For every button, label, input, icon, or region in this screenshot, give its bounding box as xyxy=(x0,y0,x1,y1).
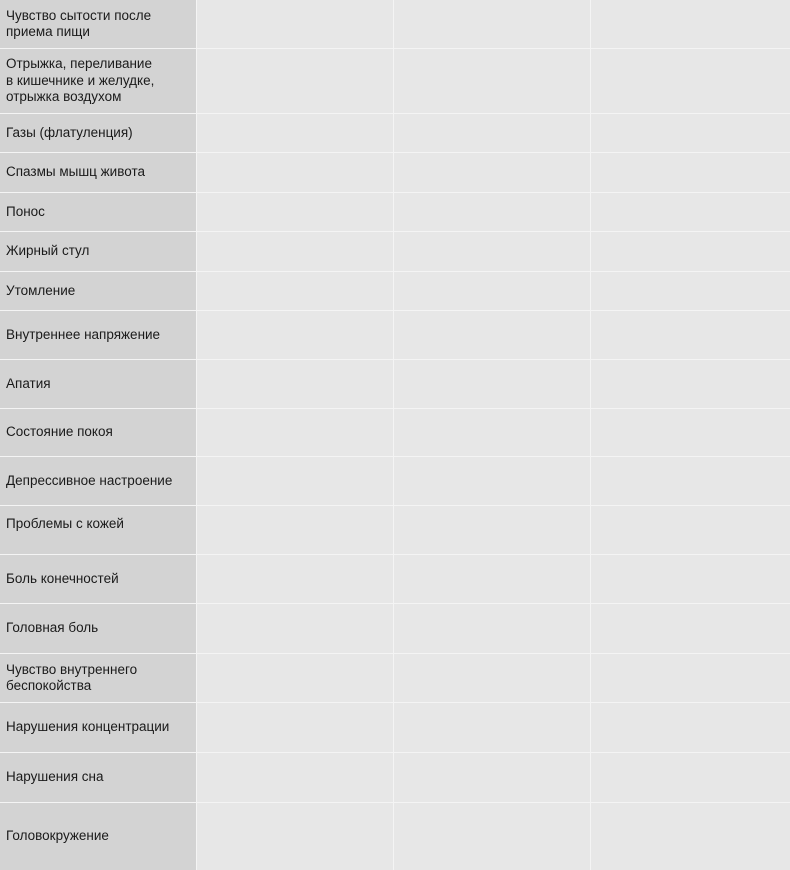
entry-cell[interactable] xyxy=(394,654,591,702)
symptom-label: Нарушения сна xyxy=(6,769,104,785)
entry-cell[interactable] xyxy=(394,49,591,113)
entry-cell[interactable] xyxy=(394,114,591,152)
entry-cell[interactable] xyxy=(394,506,591,554)
entry-cell[interactable] xyxy=(591,506,790,554)
entry-cell[interactable] xyxy=(197,193,394,231)
symptom-label-cell xyxy=(0,193,197,231)
entry-cell[interactable] xyxy=(591,360,790,408)
entry-cell[interactable] xyxy=(197,232,394,271)
symptom-label-cell xyxy=(0,803,197,870)
symptom-label: Внутреннее напряжение xyxy=(6,326,161,342)
symptom-label: Нарушения концентрации xyxy=(6,719,170,735)
entry-cell[interactable] xyxy=(394,409,591,456)
entry-cell[interactable] xyxy=(394,803,591,870)
entry-cell[interactable] xyxy=(394,555,591,603)
symptom-label-cell xyxy=(0,0,197,48)
entry-cell[interactable] xyxy=(197,0,394,48)
entry-cell[interactable] xyxy=(394,604,591,653)
table-row xyxy=(0,654,790,703)
entry-cell[interactable] xyxy=(591,803,790,870)
table-row xyxy=(0,360,790,409)
table-row xyxy=(0,311,790,360)
symptom-label: Отрыжка, переливание в кишечнике и желудке, отрыжка воздухом xyxy=(6,56,155,105)
entry-cell[interactable] xyxy=(591,232,790,271)
symptom-label-cell xyxy=(0,703,197,752)
entry-cell[interactable] xyxy=(197,604,394,653)
symptom-label: Понос xyxy=(6,203,45,219)
entry-cell[interactable] xyxy=(197,703,394,752)
entry-cell[interactable] xyxy=(197,753,394,802)
entry-cell[interactable] xyxy=(197,654,394,702)
table-row xyxy=(0,506,790,555)
symptom-label-cell xyxy=(0,555,197,603)
symptom-label-cell xyxy=(0,409,197,456)
entry-cell[interactable] xyxy=(591,604,790,653)
symptom-label: Чувство сытости после приема пищи xyxy=(6,7,152,39)
entry-cell[interactable] xyxy=(591,654,790,702)
entry-cell[interactable] xyxy=(591,193,790,231)
entry-cell[interactable] xyxy=(197,457,394,505)
symptom-label-cell xyxy=(0,753,197,802)
entry-cell[interactable] xyxy=(591,457,790,505)
entry-cell[interactable] xyxy=(591,703,790,752)
entry-cell[interactable] xyxy=(197,506,394,554)
table-row xyxy=(0,457,790,506)
entry-cell[interactable] xyxy=(591,311,790,359)
symptom-label: Чувство внутреннего беспокойства xyxy=(6,661,138,693)
symptom-label-cell xyxy=(0,272,197,310)
symptom-label: Депрессивное настроение xyxy=(6,472,173,488)
symptom-label: Спазмы мышц живота xyxy=(6,164,145,180)
symptom-label: Проблемы с кожей xyxy=(6,516,124,531)
table-row xyxy=(0,803,790,870)
entry-cell[interactable] xyxy=(591,272,790,310)
entry-cell[interactable] xyxy=(197,555,394,603)
entry-cell[interactable] xyxy=(591,49,790,113)
symptom-label-cell xyxy=(0,506,197,554)
table-row xyxy=(0,153,790,193)
entry-cell[interactable] xyxy=(197,360,394,408)
entry-cell[interactable] xyxy=(197,803,394,870)
symptom-label-cell xyxy=(0,153,197,192)
table-row xyxy=(0,232,790,272)
table-row xyxy=(0,555,790,604)
entry-cell[interactable] xyxy=(394,193,591,231)
symptom-label-cell xyxy=(0,49,197,113)
entry-cell[interactable] xyxy=(394,232,591,271)
symptom-label-cell xyxy=(0,457,197,505)
table-row xyxy=(0,604,790,654)
table-row xyxy=(0,703,790,753)
symptom-label: Состояние покоя xyxy=(6,424,113,440)
table-row xyxy=(0,753,790,803)
symptom-label: Газы (флатуленция) xyxy=(6,124,133,140)
entry-cell[interactable] xyxy=(591,409,790,456)
entry-cell[interactable] xyxy=(197,409,394,456)
symptom-label: Жирный стул xyxy=(6,243,90,259)
table-row xyxy=(0,0,790,49)
entry-cell[interactable] xyxy=(394,703,591,752)
entry-cell[interactable] xyxy=(197,272,394,310)
entry-cell[interactable] xyxy=(394,153,591,192)
symptom-label-cell xyxy=(0,360,197,408)
entry-cell[interactable] xyxy=(591,555,790,603)
table-row xyxy=(0,49,790,114)
entry-cell[interactable] xyxy=(591,153,790,192)
table-row xyxy=(0,193,790,232)
table-row xyxy=(0,272,790,311)
symptom-label-cell xyxy=(0,604,197,653)
entry-cell[interactable] xyxy=(394,311,591,359)
entry-cell[interactable] xyxy=(394,0,591,48)
entry-cell[interactable] xyxy=(394,360,591,408)
entry-cell[interactable] xyxy=(591,114,790,152)
entry-cell[interactable] xyxy=(394,457,591,505)
symptom-label-cell xyxy=(0,114,197,152)
entry-cell[interactable] xyxy=(394,753,591,802)
entry-cell[interactable] xyxy=(394,272,591,310)
entry-cell[interactable] xyxy=(197,153,394,192)
symptom-label-cell xyxy=(0,311,197,359)
symptom-label: Боль конечностей xyxy=(6,570,119,586)
symptom-label: Головокружение xyxy=(6,828,109,844)
symptom-label: Утомление xyxy=(6,282,76,298)
table-row xyxy=(0,409,790,457)
symptom-label-cell xyxy=(0,654,197,702)
entry-cell[interactable] xyxy=(197,311,394,359)
entry-cell[interactable] xyxy=(197,114,394,152)
symptom-label-cell xyxy=(0,232,197,271)
symptom-label: Апатия xyxy=(6,375,51,391)
symptom-label: Головная боль xyxy=(6,620,99,636)
entry-cell[interactable] xyxy=(197,49,394,113)
entry-cell[interactable] xyxy=(591,0,790,48)
entry-cell[interactable] xyxy=(591,753,790,802)
table-row xyxy=(0,114,790,153)
